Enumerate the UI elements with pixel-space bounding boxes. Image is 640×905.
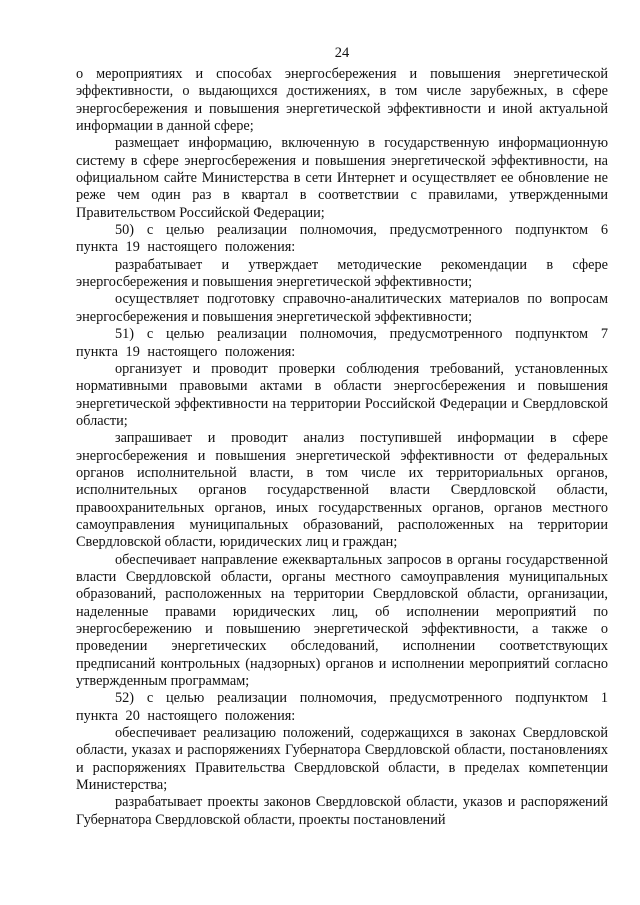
paragraph-requests-analysis: запрашивает и проводит анализ поступившей информации в сфере энергосбережения и повышения энергетической эффективности от федеральных органов исполнительной власти, в том числе их территориальных органов, исполнительных органов государственной власти Свердловской области, правоохранительных органов, иных государственных органов, органов местного самоуправления муниципальных образований, расположенных на территории Свердловской области, юридических лиц и граждан;	[76, 430, 608, 551]
paragraph-organizes-inspections: организует и проводит проверки соблюдения требований, установленных нормативными правовыми актами в области энергосбережения и повышения энергетической эффективности на территории Российской Федерации и Свердловской области;	[76, 360, 608, 429]
paragraph-ensures-implementation: обеспечивает реализацию положений, содержащихся в законах Свердловской области, указах и распоряжениях Губернатора Свердловской области, постановлениях и распоряжениях Правительства Свердловской области, в пределах компетенции Министерства;	[76, 725, 608, 794]
paragraph-develops-drafts: разрабатывает проекты законов Свердловской области, указов и распоряжений Губернатора Свердловской области, проекты постановлений	[76, 794, 608, 828]
paragraph-item-50: 50) с целью реализации полномочия, предусмотренного подпунктом 6 пункта 19 настоящего положения:	[76, 222, 608, 256]
paragraph-item-51: 51) с целью реализации полномочия, предусмотренного подпунктом 7 пункта 19 настоящего положения:	[76, 326, 608, 360]
paragraph-item-52: 52) с целью реализации полномочия, предусмотренного подпунктом 1 пункта 20 настоящего положения:	[76, 690, 608, 724]
paragraph-continuation: о мероприятиях и способах энергосбережения и повышения энергетической эффективности, о выдающихся достижениях, в том числе зарубежных, в сфере энергосбережения и повышения энергетической эффективности и иной актуальной информации в данной сфере;	[76, 66, 608, 135]
page-number: 24	[334, 45, 350, 61]
paragraph-quarterly-requests: обеспечивает направление ежеквартальных запросов в органы государственной власти Свердловской области, органы местного самоуправления муниципальных образований, расположенных на территории Свердловской области, организации, наделенные правами юридических лиц, об исполнении мероприятий по энергосбережению и повышению энергетической эффективности, а также о проведении энергетических обследований, исполнении соответствующих предписаний контрольных (надзорных) органов и исполнении мероприятий согласно утвержденным программам;	[76, 551, 608, 690]
paragraph-publishes-info: размещает информацию, включенную в государственную информационную систему в сфере энергосбережения и повышения энергетической эффективности, на официальном сайте Министерства в сети Интернет и осуществляет ее обновление не реже чем один раз в квартал в соответствии с правилами, утвержденными Правительством Российской Федерации;	[76, 135, 608, 221]
paragraph-develops-recommendations: разрабатывает и утверждает методические рекомендации в сфере энергосбережения и повышения энергетической эффективности;	[76, 256, 608, 291]
paragraph-prepares-materials: осуществляет подготовку справочно-аналитических материалов по вопросам энергосбережения и повышения энергетической эффективности;	[76, 291, 608, 325]
